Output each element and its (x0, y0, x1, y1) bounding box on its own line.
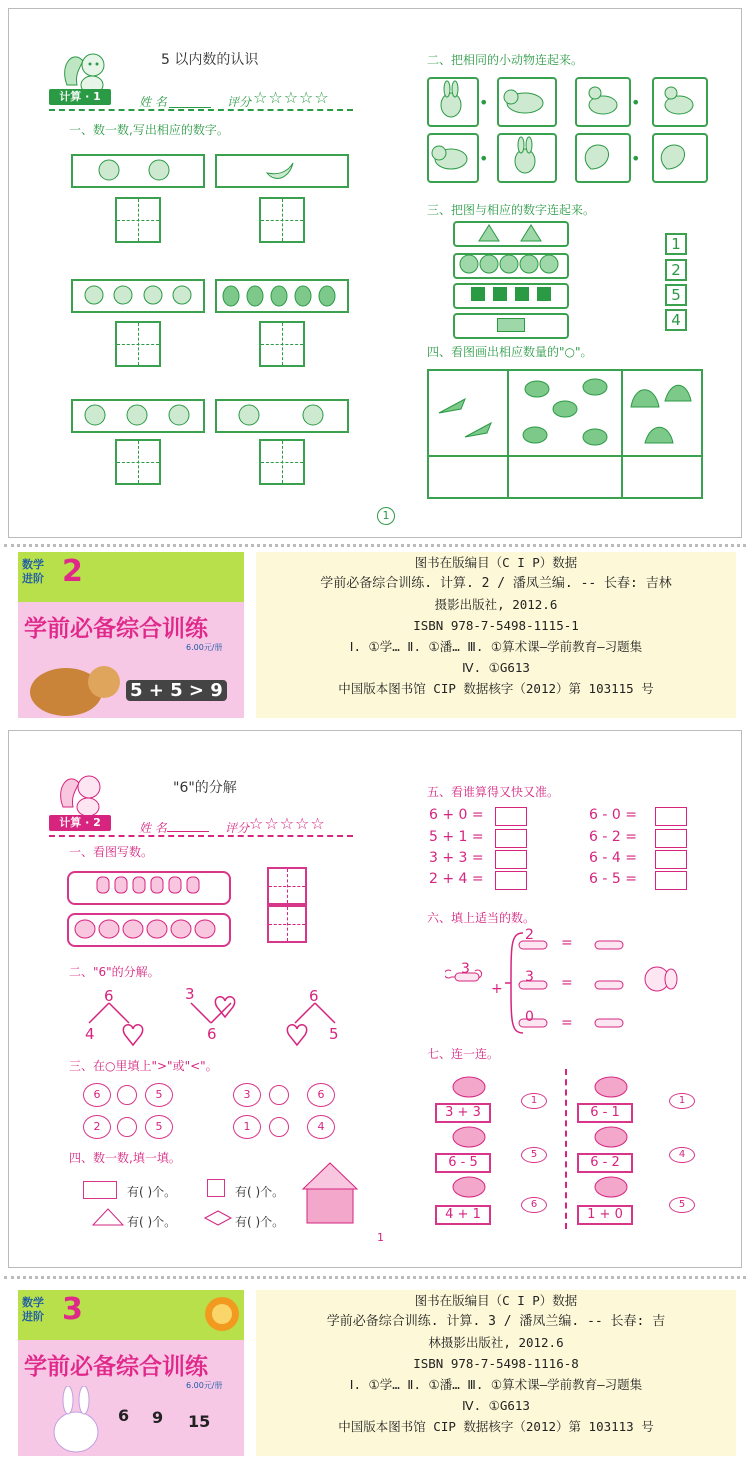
cover-equation-value: 15 (188, 1412, 211, 1431)
table-divider (427, 455, 701, 457)
answer-grid[interactable] (267, 867, 307, 905)
calc-question: 3 + 3 = (429, 850, 484, 866)
cip-line: 林摄影出版社, 2012.6 (428, 1335, 564, 1350)
cip-line: 图书在版编目（C I P）数据 (414, 555, 578, 570)
cip-line: 中国版本图书馆 CIP 数据核字（2012）第 103113 号 (338, 1419, 654, 1434)
compare-bubble: 6 (83, 1083, 111, 1107)
calc-answer-box[interactable] (655, 850, 687, 869)
cip-line: ISBN 978-7-5498-1115-1 (413, 618, 579, 633)
calc-answer-box[interactable] (495, 829, 527, 848)
squirrel-cover-icon (26, 652, 136, 716)
compare-circle[interactable] (269, 1085, 289, 1105)
cip-block-3 (256, 1290, 736, 1456)
score-label: 评分 (225, 821, 250, 835)
section-1-heading: 一、看图写数。 (69, 845, 154, 859)
equals-sign: = (561, 1015, 573, 1031)
lesson-tag: 计算 · 2 (49, 815, 111, 831)
connect-answer[interactable]: 1 (521, 1093, 547, 1109)
fill-part: 2 (525, 927, 534, 943)
compare-circle[interactable] (117, 1085, 137, 1105)
equals-sign: = (561, 935, 573, 951)
number-box[interactable]: 2 (665, 259, 687, 281)
cip-line: 学前必备综合训练. 计算. 3 / 潘凤兰编. -- 长春: 吉 (326, 1314, 666, 1329)
score-label: 评分 (227, 95, 252, 109)
connect-dot: • (479, 93, 489, 112)
connect-expression[interactable]: 4 + 1 (435, 1205, 491, 1225)
section-1-heading: 一、数一数,写出相应的数字。 (69, 123, 229, 137)
answer-grid[interactable] (259, 321, 305, 367)
connect-expression[interactable]: 6 - 1 (577, 1103, 633, 1123)
decomp-top: 6 (104, 987, 114, 1005)
name-blank (167, 831, 209, 832)
section-4-heading: 四、看图画出相应数量的"○"。 (427, 345, 593, 359)
section-2-heading: 二、把相同的小动物连起来。 (427, 53, 584, 67)
lion-icon (204, 1294, 240, 1334)
equals-sign: = (561, 975, 573, 991)
number-box[interactable]: 1 (665, 233, 687, 255)
connect-answer[interactable]: 6 (521, 1197, 547, 1213)
separator (4, 544, 746, 547)
connect-dot: • (479, 149, 489, 168)
cip-line: Ⅳ. ①G613 (462, 660, 530, 675)
calc-question: 6 - 4 = (589, 850, 637, 866)
cover-equation: 5 + 5 > 9 (126, 680, 227, 701)
name-label: 姓 名 (139, 821, 167, 835)
cover-book-title: 学前必备综合训练 (24, 1354, 208, 1380)
compare-bubble: 4 (307, 1115, 335, 1139)
popsicle-icon (95, 875, 205, 899)
decomp-left: 4 (85, 1025, 95, 1043)
compare-bubble: 6 (307, 1083, 335, 1107)
compare-circle[interactable] (117, 1117, 137, 1137)
cip-line: 学前必备综合训练. 计算. 2 / 潘凤兰编. -- 长春: 吉林 (320, 576, 672, 591)
calc-question: 6 - 2 = (589, 829, 637, 845)
answer-grid[interactable] (115, 321, 161, 367)
compare-bubble: 1 (233, 1115, 261, 1139)
calc-answer-box[interactable] (655, 807, 687, 826)
connect-answer[interactable]: 5 (521, 1147, 547, 1163)
pineapple-icon (221, 283, 341, 307)
page-number: 1 (377, 507, 395, 525)
score-stars: ☆☆☆☆☆ (253, 88, 330, 107)
strawberry-icon (83, 403, 193, 427)
section-5-heading: 五、看谁算得又快又准。 (427, 785, 560, 799)
separator (4, 1276, 746, 1279)
calc-question: 6 - 5 = (589, 871, 637, 887)
fill-part: 3 (525, 969, 534, 985)
compare-bubble: 2 (83, 1115, 111, 1139)
cover-book-title: 学前必备综合训练 (24, 616, 208, 642)
cabbage-icon (83, 284, 193, 306)
animal-drawings-icon (427, 77, 707, 179)
connect-expression[interactable]: 1 + 0 (577, 1205, 633, 1225)
hen-icon (441, 1071, 701, 1221)
count-text: 有( )个。 (127, 1185, 177, 1199)
calc-question: 2 + 4 = (429, 871, 484, 887)
worksheet-page-2 (8, 730, 742, 1268)
orange-icon (237, 403, 327, 427)
bunny-cover-icon (42, 1386, 112, 1456)
plus-sign: + (491, 981, 503, 997)
number-box[interactable]: 4 (665, 309, 687, 331)
section-6-heading: 六、填上适当的数。 (427, 911, 536, 925)
compare-circle[interactable] (269, 1117, 289, 1137)
hat-icon (625, 377, 699, 453)
book-cover-2 (18, 552, 244, 718)
cover-equation-value: 6 (118, 1406, 130, 1425)
square-icon (471, 286, 557, 302)
compare-bubble: 5 (145, 1083, 173, 1107)
tomato-icon (97, 159, 177, 181)
strawberry-icon (73, 917, 223, 941)
score-stars: ☆☆☆☆☆ (249, 814, 326, 833)
header-divider (49, 109, 353, 111)
connect-dot: • (631, 149, 641, 168)
cip-line: Ⅳ. ①G613 (462, 1398, 530, 1413)
section-7-heading: 七、连一连。 (427, 1047, 500, 1061)
circle-icon (459, 254, 563, 274)
fill-base: 3 (461, 961, 470, 977)
triangle-icon (477, 223, 547, 243)
name-blank (169, 107, 211, 108)
answer-grid[interactable] (267, 905, 307, 943)
decomp-right: 6 (207, 1025, 217, 1043)
connect-expression[interactable]: 6 - 5 (435, 1153, 491, 1173)
calc-answer-box[interactable] (655, 829, 687, 848)
section-2-heading: 二、"6"的分解。 (69, 965, 160, 979)
cip-line: Ⅰ. ①学… Ⅱ. ①潘… Ⅲ. ①算术课—学前教育—习题集 (349, 1377, 643, 1392)
compare-bubble: 5 (145, 1115, 173, 1139)
cip-block-2 (256, 552, 736, 718)
page-number: 1 (377, 1231, 384, 1244)
turtle-icon (515, 375, 615, 455)
cover-series: 数学 进阶 (22, 1296, 44, 1323)
house-icon (299, 1159, 361, 1225)
diamond-icon (203, 1209, 233, 1227)
cover-level: 2 (62, 554, 83, 589)
cover-price: 6.00元/册 (186, 643, 223, 652)
cover-equation-value: 9 (152, 1408, 164, 1427)
carrot-icon (435, 387, 503, 447)
fill-part: 0 (525, 1009, 534, 1025)
rectangle-icon (497, 318, 525, 332)
count-text: 有( )个。 (235, 1215, 285, 1229)
calc-answer-box[interactable] (655, 871, 687, 890)
cover-price: 6.00元/册 (186, 1381, 223, 1390)
answer-grid[interactable] (259, 197, 305, 243)
squirrel-mascot-icon (59, 45, 113, 95)
calc-question: 5 + 1 = (429, 829, 484, 845)
answer-grid[interactable] (259, 439, 305, 485)
count-text: 有( )个。 (127, 1215, 177, 1229)
rectangle-shape (83, 1181, 117, 1199)
compare-bubble: 3 (233, 1083, 261, 1107)
decomp-right: 5 (329, 1025, 339, 1043)
page-title: 5 以内数的认识 (161, 52, 259, 68)
book-cover-3 (18, 1290, 244, 1456)
section-4-heading: 四、数一数,填一填。 (69, 1151, 181, 1165)
cip-line: 图书在版编目（C I P）数据 (414, 1293, 578, 1308)
connect-answer[interactable]: 5 (669, 1197, 695, 1213)
decomp-top: 6 (309, 987, 319, 1005)
cover-level: 3 (62, 1292, 83, 1327)
table-divider (507, 369, 509, 497)
cip-line: Ⅰ. ①学… Ⅱ. ①潘… Ⅲ. ①算术课—学前教育—习题集 (349, 639, 643, 654)
decomposition-lines (69, 989, 369, 1049)
connect-answer[interactable]: 4 (669, 1147, 695, 1163)
section-3-heading: 三、把图与相应的数字连起来。 (427, 203, 596, 217)
cip-line: 摄影出版社, 2012.6 (434, 597, 558, 612)
calc-question: 6 - 0 = (589, 807, 637, 823)
worksheet-page-1 (8, 8, 742, 538)
banana-icon (265, 159, 295, 181)
table-divider (621, 369, 623, 497)
answer-grid[interactable] (115, 197, 161, 243)
decomp-top: 3 (185, 985, 195, 1003)
calc-answer-box[interactable] (495, 807, 527, 826)
cover-series: 数学 进阶 (22, 558, 44, 585)
squirrel-mascot-icon (55, 767, 109, 817)
calc-answer-box[interactable] (495, 850, 527, 869)
lesson-tag: 计算 · 1 (49, 89, 111, 105)
number-box[interactable]: 5 (665, 284, 687, 306)
cip-line: ISBN 978-7-5498-1116-8 (413, 1356, 579, 1371)
connect-expression[interactable]: 6 - 2 (577, 1153, 633, 1173)
connect-dot: • (631, 93, 641, 112)
square-shape (207, 1179, 225, 1197)
count-text: 有( )个。 (235, 1185, 285, 1199)
calc-answer-box[interactable] (495, 871, 527, 890)
page-title: "6"的分解 (173, 780, 237, 796)
name-label: 姓 名 (139, 95, 167, 109)
header-divider (49, 835, 353, 837)
triangle-icon (91, 1207, 125, 1227)
connect-answer[interactable]: 1 (669, 1093, 695, 1109)
calc-question: 6 + 0 = (429, 807, 484, 823)
connect-expression[interactable]: 3 + 3 (435, 1103, 491, 1123)
cip-line: 中国版本图书馆 CIP 数据核字（2012）第 103115 号 (338, 681, 654, 696)
section-3-heading: 三、在○里填上">"或"<"。 (69, 1059, 218, 1073)
answer-grid[interactable] (115, 439, 161, 485)
